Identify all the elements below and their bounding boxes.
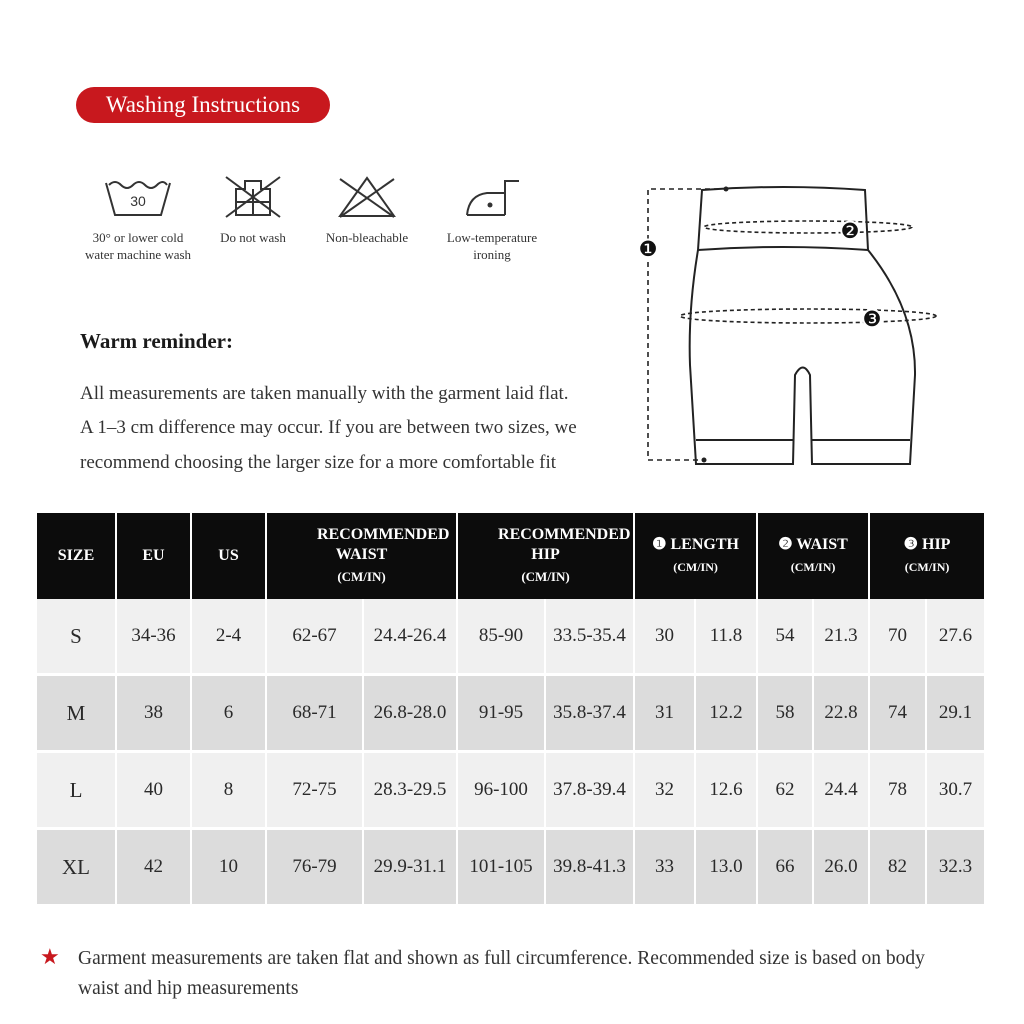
table-row [37,599,984,675]
cell: 82 [869,829,926,905]
cell: 29.9-31.1 [363,829,457,905]
cell: 37.8-39.4 [545,752,634,829]
cell: 101-105 [457,829,545,905]
cell: 42 [116,829,191,905]
cell: 33 [634,829,695,905]
wash-instruction-no-bleach [302,175,432,246]
cell: 32 [634,752,695,829]
cell: 78 [869,752,926,829]
header-waist: ❷ WAIST (CM/IN) [757,513,869,599]
cell: 13.0 [695,829,757,905]
wash-instruction-iron [427,175,557,263]
cell: 24.4 [813,752,869,829]
cell: 66 [757,829,813,905]
cell: 31 [634,675,695,752]
header-eu: EU [116,513,191,599]
header-length: ❶ LENGTH (CM/IN) [634,513,757,599]
cell: 54 [757,599,813,675]
cell: 68-71 [266,675,363,752]
wash-label-no-bleach: Non-bleachable [325,230,409,245]
cell: 35.8-37.4 [545,675,634,752]
header-hip: ❸ HIP (CM/IN) [869,513,984,599]
cell: 72-75 [266,752,363,829]
washing-instructions-title: Washing Instructions [76,87,330,123]
shorts-outline [690,250,915,464]
cell: 22.8 [813,675,869,752]
hip-marker: ❸ [862,307,882,331]
cell: 27.6 [926,599,984,675]
cell: 40 [116,752,191,829]
header-size: SIZE [37,513,116,599]
cell: 62-67 [266,599,363,675]
size-chart-table [37,513,984,904]
wash-label-no-wash: Do not wash [220,230,286,245]
cell: 34-36 [116,599,191,675]
wash-temperature: 30 [130,193,146,209]
washtub-30-icon [103,175,173,219]
waist-marker: ❷ [840,219,860,243]
header-recommended-hip: RECOMMENDED HIP (CM/IN) [457,513,634,599]
cell: 32.3 [926,829,984,905]
cell: 10 [191,829,266,905]
cell: 74 [869,675,926,752]
cell: 29.1 [926,675,984,752]
cell: 91-95 [457,675,545,752]
wash-instruction-30 [73,175,203,263]
cell: 62 [757,752,813,829]
hip-guide [680,309,936,323]
wash-instruction-no-wash [188,175,318,246]
cell-size: S [37,599,116,675]
shorts-measurement-diagram [638,180,938,470]
cell: 11.8 [695,599,757,675]
cell: 85-90 [457,599,545,675]
table-header-row [37,513,984,599]
wash-label-30: 30° or lower cold water machine wash [84,230,192,262]
reminder-line: A 1–3 cm difference may occur. If you are between two sizes, we [80,417,577,438]
warm-reminder-title: Warm reminder: [80,329,233,353]
cell: 30.7 [926,752,984,829]
cell: 39.8-41.3 [545,829,634,905]
star-icon: ★ [40,944,60,969]
cell: 26.8-28.0 [363,675,457,752]
reminder-line: All measurements are taken manually with the garment laid flat. [80,383,569,404]
cell: 96-100 [457,752,545,829]
reminder-line: recommend choosing the larger size for a more comfortable fit [80,452,557,473]
header-recommended-waist: RECOMMENDED WAIST (CM/IN) [266,513,457,599]
cell-size: XL [37,829,116,905]
cell: 33.5-35.4 [545,599,634,675]
cell: 6 [191,675,266,752]
cell: 38 [116,675,191,752]
cell: 30 [634,599,695,675]
cell: 24.4-26.4 [363,599,457,675]
cell-size: L [37,752,116,829]
cell: 8 [191,752,266,829]
no-bleach-icon [332,175,402,219]
iron-low-icon [457,175,527,219]
cell: 58 [757,675,813,752]
length-marker: ❶ [638,237,658,261]
table-row [37,675,984,752]
table-row [37,829,984,905]
footnote-text: Garment measurements are taken flat and shown as full circumference. Recommended size is based on body waist and hip measurements [78,948,925,999]
header-us: US [191,513,266,599]
no-wash-icon [218,175,288,219]
cell: 12.2 [695,675,757,752]
table-row [37,752,984,829]
cell: 26.0 [813,829,869,905]
cell: 28.3-29.5 [363,752,457,829]
wash-label-iron: Low-temperature ironing [446,230,538,262]
cell: 21.3 [813,599,869,675]
cell: 70 [869,599,926,675]
cell: 12.6 [695,752,757,829]
cell: 76-79 [266,829,363,905]
cell-size: M [37,675,116,752]
cell: 2-4 [191,599,266,675]
